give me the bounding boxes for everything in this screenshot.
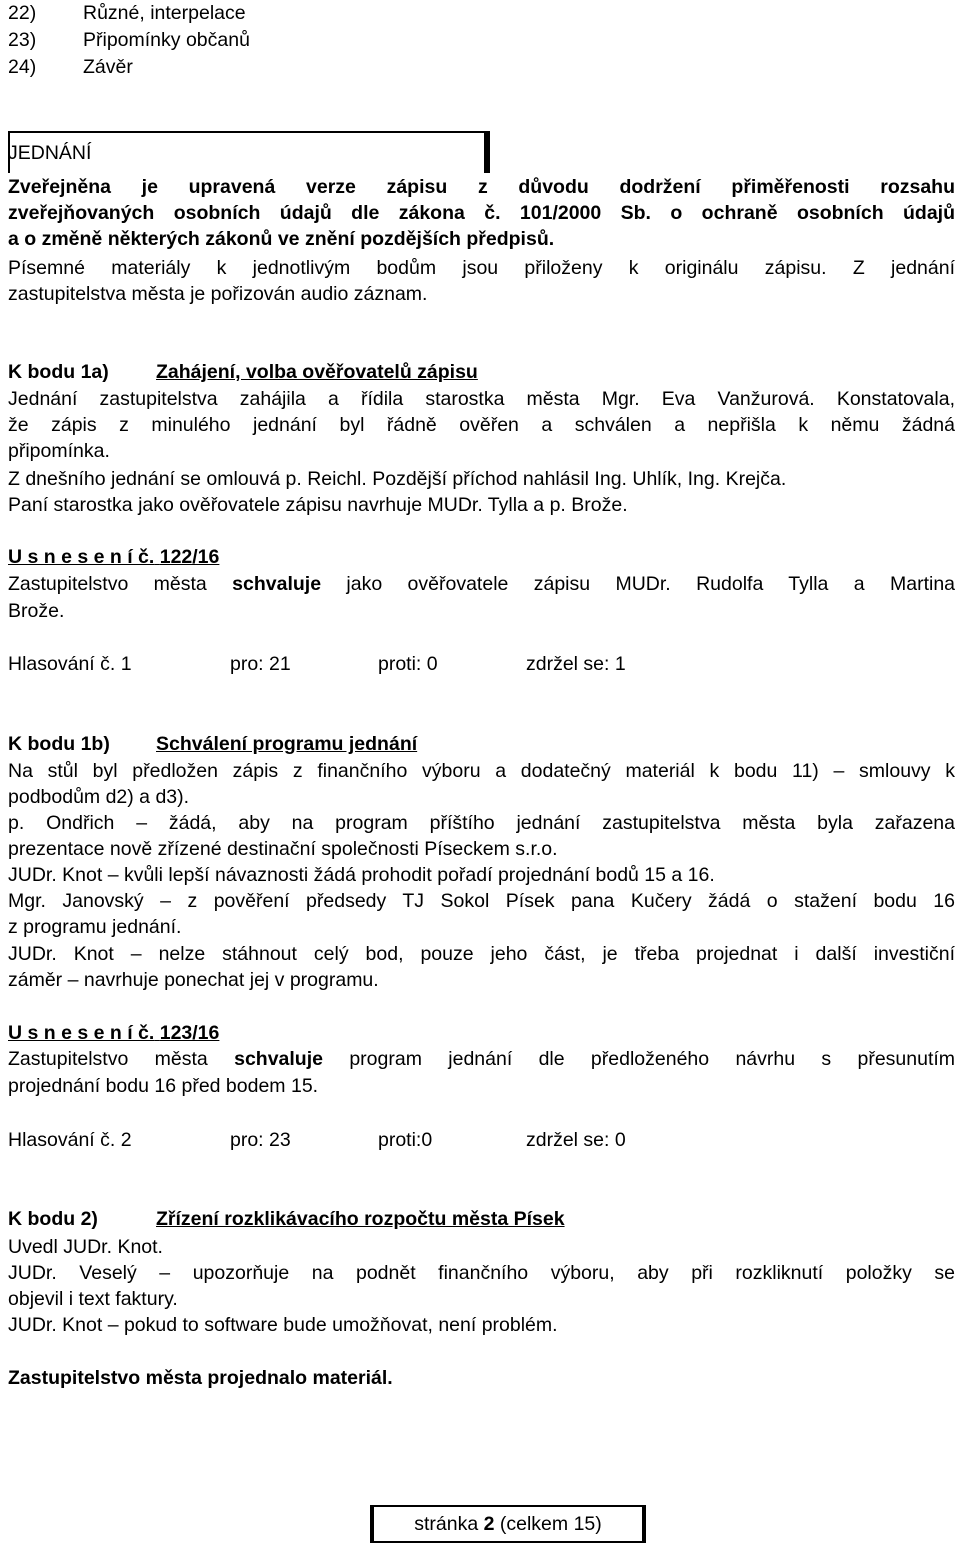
conclusion: Zastupitelstvo města projednalo materiál. (8, 1367, 393, 1389)
resolution-text: Zastupitelstvo města schvaluje program jednání dle předloženého návrhu s přesunutím (8, 1048, 956, 1070)
paragraph-line: JUDr. Knot – pokud to software bude umožňovat, není problém. (8, 1314, 558, 1336)
vote-line: Hlasování č. 2 pro: 23 proti:0 zdržel se: 0 (8, 1129, 626, 1151)
agenda-item: 24) Závěr (8, 56, 133, 78)
item-heading-1b: K bodu 1b) Schválení programu jednání (8, 733, 418, 755)
page-number: 2 (483, 1512, 495, 1535)
paragraph-line: prezentace nově zřízené destinační společnosti Píseckem s.r.o. (8, 838, 558, 860)
intro-line: zastupitelstva města je pořizován audio záznam. (8, 283, 428, 305)
intro-line: Zveřejněna je upravená verze zápisu z důvodu dodržení přiměřenosti rozsahu (8, 176, 955, 198)
paragraph-line: Paní starostka jako ověřovatele zápisu navrhuje MUDr. Tylla a p. Brože. (8, 494, 628, 516)
paragraph-line: JUDr. Veselý – upozorňuje na podnět finančního výboru, aby při rozkliknutí položky se (8, 1262, 955, 1284)
resolution-text: projednání bodu 16 před bodem 15. (8, 1075, 319, 1097)
item-heading-2: K bodu 2) Zřízení rozklikávacího rozpočtu města Písek (8, 1208, 565, 1230)
paragraph-line: JUDr. Knot – nelze stáhnout celý bod, pouze jeho část, je třeba projednat i další investiční (8, 943, 955, 965)
paragraph-line: záměr – navrhuje ponechat jej v programu. (8, 969, 379, 991)
paragraph-line: Jednání zastupitelstva zahájila a řídila starostka města Mgr. Eva Vanžurová. Konstatovala, (8, 388, 955, 410)
paragraph-line: Z dnešního jednání se omlouvá p. Reichl. Pozdější příchod nahlásil Ing. Uhlík, Ing. Krejča. (8, 468, 787, 490)
item-heading-1a: K bodu 1a) Zahájení, volba ověřovatelů zápisu (8, 361, 478, 383)
paragraph-line: p. Ondřich – žádá, aby na program příštího jednání zastupitelstva města byla zařazena (8, 812, 955, 834)
paragraph-line: připomínka. (8, 440, 110, 462)
resolution-heading: U s n e s e n í č. 123/16 (8, 1022, 220, 1044)
section-heading-jednani: JEDNÁNÍ (8, 142, 92, 164)
page-prefix: stránka (414, 1512, 479, 1535)
paragraph-line: z programu jednání. (8, 916, 182, 938)
agenda-item: 23) Připomínky občanů (8, 29, 250, 51)
paragraph-line: objevil i text faktury. (8, 1288, 178, 1310)
paragraph-line: JUDr. Knot – kvůli lepší návaznosti žádá prohodit pořadí projednání bodů 15 a 16. (8, 864, 715, 886)
agenda-item: 22) Různé, interpelace (8, 2, 246, 24)
resolution-text: Brože. (8, 600, 65, 622)
resolution-heading: U s n e s e n í č. 122/16 (8, 546, 220, 568)
intro-line: zveřejňovaných osobních údajů dle zákona č. 101/2000 Sb. o ochraně osobních údajů (8, 202, 955, 224)
paragraph-line: Uvedl JUDr. Knot. (8, 1236, 163, 1258)
page-total: (celkem 15) (499, 1512, 602, 1535)
intro-line: Písemné materiály k jednotlivým bodům jsou přiloženy k originálu zápisu. Z jednání (8, 257, 955, 279)
paragraph-line: Na stůl byl předložen zápis z finančního výboru a dodatečný materiál k bodu 11) – smlouvy k (8, 760, 955, 782)
vote-line: Hlasování č. 1 pro: 21 proti: 0 zdržel se: 1 (8, 653, 626, 675)
paragraph-line: Mgr. Janovský – z pověření předsedy TJ Sokol Písek pana Kučery žádá o stažení bodu 16 (8, 890, 955, 912)
paragraph-line: že zápis z minulého jednání byl řádně ověřen a schválen a nepřišla k němu žádná (8, 414, 955, 436)
paragraph-line: podbodům d2) a d3). (8, 786, 190, 808)
resolution-text: Zastupitelstvo města schvaluje jako ověřovatele zápisu MUDr. Rudolfa Tylla a Martina (8, 573, 956, 595)
intro-line: a o změně některých zákonů ve znění pozdějších předpisů. (8, 228, 555, 250)
page-number-footer (370, 1505, 646, 1543)
